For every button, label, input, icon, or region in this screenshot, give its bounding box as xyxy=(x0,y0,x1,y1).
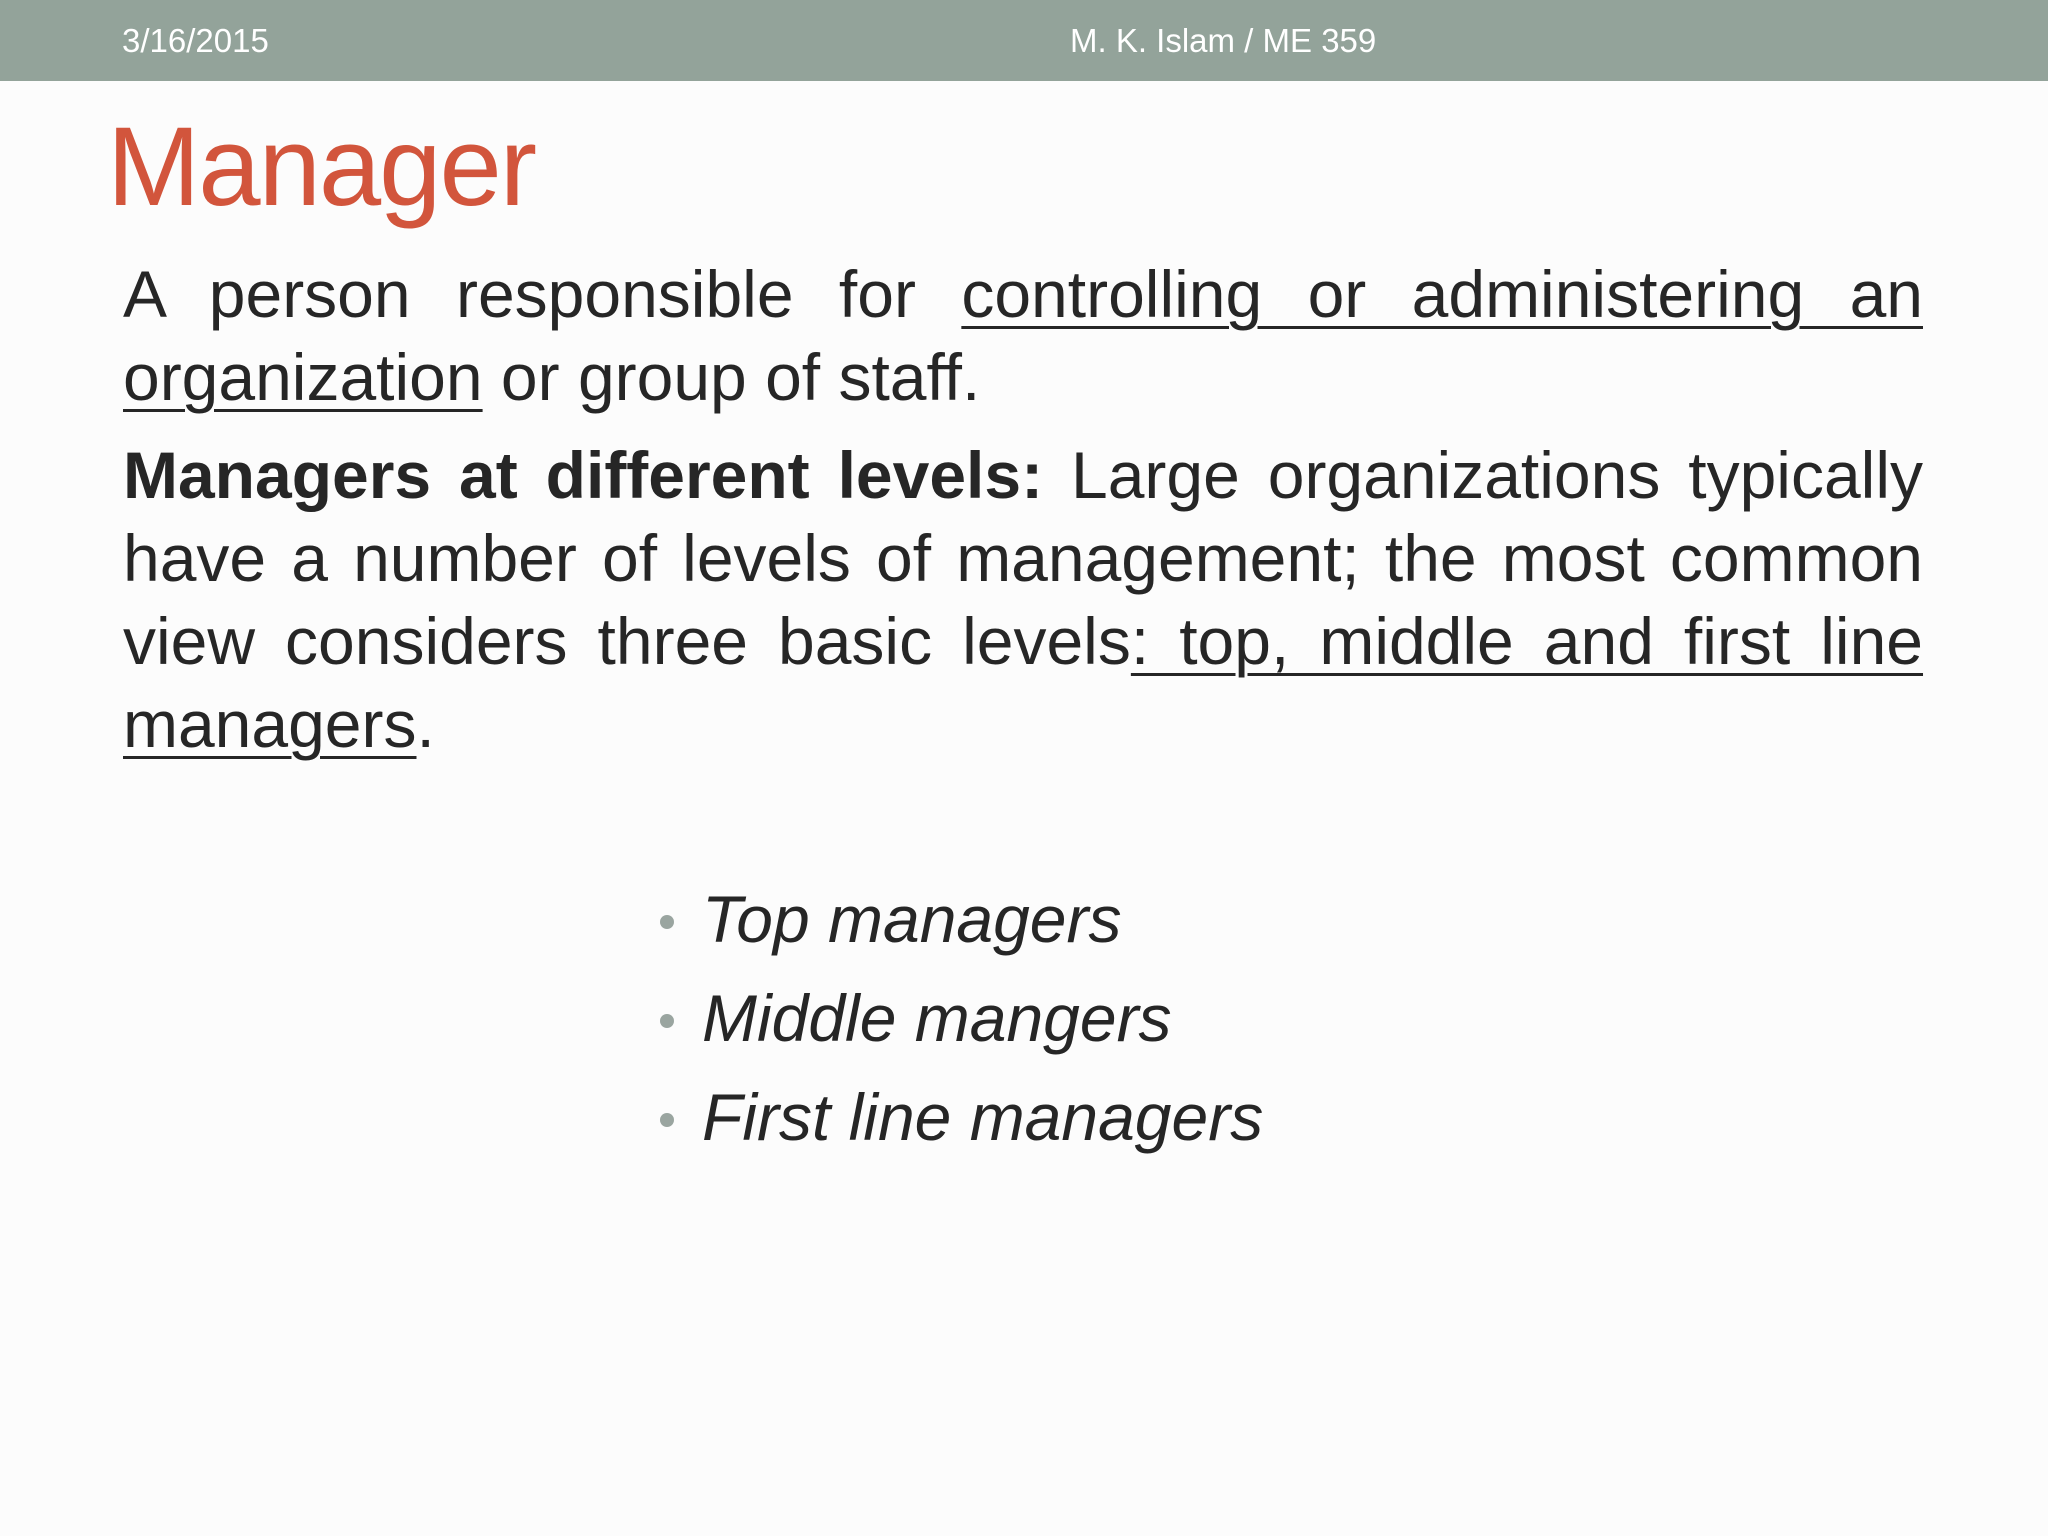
list-item xyxy=(660,1068,1263,1167)
bullet-icon xyxy=(660,915,674,929)
list-item-label: First line managers xyxy=(702,1080,1264,1154)
definition-underlined-text: controlling or administering an organization xyxy=(123,257,1923,414)
definition-prefix: A person responsible for xyxy=(123,257,962,331)
levels-body-text: Large organizations typically have a number of levels of management; the most common view considers three basic levels xyxy=(123,438,1923,678)
list-item xyxy=(660,870,1263,969)
levels-paragraph xyxy=(123,434,1923,766)
list-item xyxy=(660,969,1263,1068)
definition-paragraph xyxy=(123,253,1923,419)
slide-date: 3/16/2015 xyxy=(122,22,269,59)
levels-underlined-text: : top, middle and first line managers xyxy=(123,604,1924,761)
definition-suffix: or group of staff. xyxy=(482,340,981,414)
management-levels-list xyxy=(660,870,1263,1167)
list-item-label: Top managers xyxy=(702,882,1122,956)
bullet-icon xyxy=(660,1014,674,1028)
slide-header-bar xyxy=(0,0,2048,81)
bullet-icon xyxy=(660,1113,674,1127)
list-item-label: Middle mangers xyxy=(702,981,1172,1055)
levels-bold-lead: Managers at different levels: xyxy=(123,438,1044,512)
slide-title: Manager xyxy=(107,104,536,229)
slide-footer-text: M. K. Islam / ME 359 xyxy=(1070,22,1377,59)
levels-period: . xyxy=(416,687,435,761)
